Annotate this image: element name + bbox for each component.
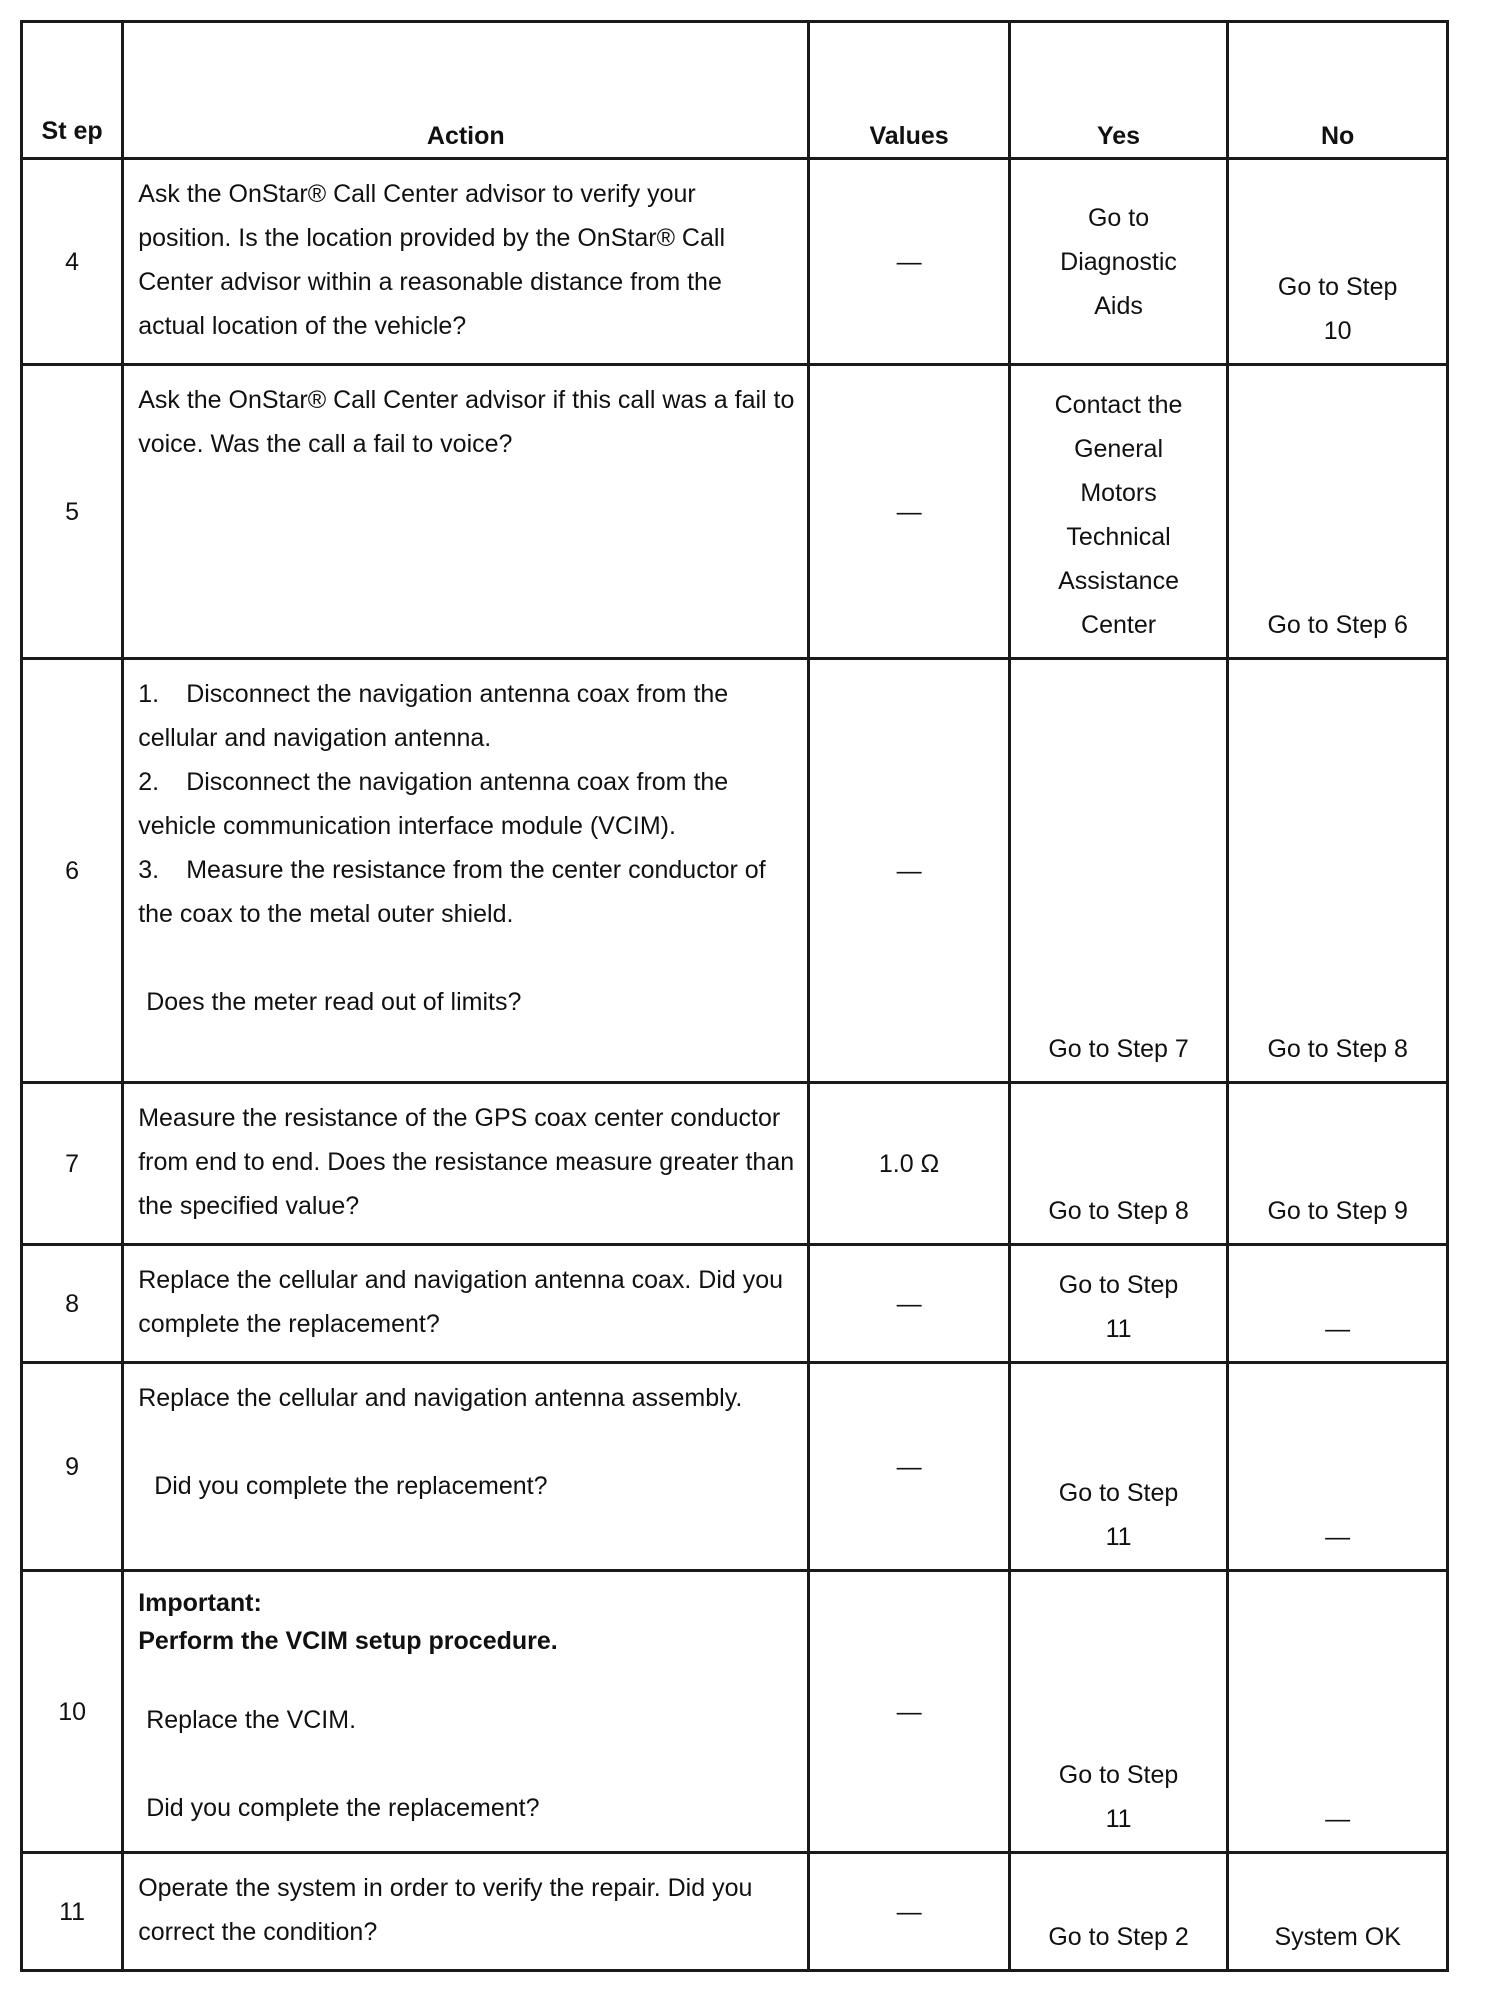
yes-cell: Go to Step 11	[1009, 1363, 1228, 1571]
step-number: 4	[22, 159, 123, 365]
no-cell: —	[1228, 1571, 1448, 1853]
step-number: 11	[22, 1853, 123, 1971]
yes-cell: Go to Step 7	[1009, 659, 1228, 1083]
step-number: 5	[22, 365, 123, 659]
list-text: Disconnect the navigation antenna coax from the cellular and navigation antenna.	[138, 680, 729, 752]
important-label: Important:	[138, 1589, 262, 1617]
no-cell: —	[1228, 1363, 1448, 1571]
yes-cell: Go to Step 11	[1009, 1245, 1228, 1363]
table-row	[22, 1571, 1448, 1853]
step-number: 10	[22, 1571, 123, 1853]
action-cell	[123, 659, 809, 1083]
question-text: Did you complete the replacement?	[146, 1794, 540, 1822]
action-text: Ask the OnStar® Call Center advisor if this call was a fail to voice. Was the call a fail to voice?	[123, 365, 809, 659]
list-text: Measure the resistance from the center conductor of the coax to the metal outer shield.	[138, 856, 766, 928]
action-text: Ask the OnStar® Call Center advisor to verify your position. Is the location provided by the OnStar® Call Center advisor within a reasonable distance from the actual location of the vehicle?	[123, 159, 809, 365]
table-row	[22, 1083, 1448, 1245]
values-cell: —	[809, 1363, 1009, 1571]
no-cell: Go to Step 10	[1228, 159, 1448, 365]
no-cell: System OK	[1228, 1853, 1448, 1971]
values-cell: —	[809, 1853, 1009, 1971]
action-cell	[123, 1363, 809, 1571]
question-text: Did you complete the replacement?	[154, 1472, 548, 1500]
header-no: No	[1228, 22, 1448, 159]
no-cell: Go to Step 6	[1228, 365, 1448, 659]
yes-cell: Go to Diagnostic Aids	[1009, 159, 1228, 365]
table-row	[22, 1363, 1448, 1571]
values-cell: —	[809, 159, 1009, 365]
values-cell: —	[809, 1571, 1009, 1853]
list-item	[138, 848, 795, 936]
action-text: Measure the resistance of the GPS coax center conductor from end to end. Does the resistance measure greater than the specified value?	[123, 1083, 809, 1245]
list-number: 3.	[138, 856, 160, 884]
list-item	[138, 760, 795, 848]
step-number: 7	[22, 1083, 123, 1245]
step-number: 6	[22, 659, 123, 1083]
values-cell: —	[809, 365, 1009, 659]
header-values: Values	[809, 22, 1009, 159]
list-text: Disconnect the navigation antenna coax from the vehicle communication interface module (VCIM).	[138, 768, 729, 840]
values-cell: —	[809, 1245, 1009, 1363]
yes-cell: Go to Step 2	[1009, 1853, 1228, 1971]
step-number: 9	[22, 1363, 123, 1571]
important-text: Perform the VCIM setup procedure.	[138, 1627, 558, 1655]
no-cell: Go to Step 9	[1228, 1083, 1448, 1245]
step-number: 8	[22, 1245, 123, 1363]
header-yes: Yes	[1009, 22, 1228, 159]
table-row	[22, 1245, 1448, 1363]
header-row	[22, 22, 1448, 159]
header-action: Action	[123, 22, 809, 159]
list-number: 1.	[138, 680, 160, 708]
no-cell: Go to Step 8	[1228, 659, 1448, 1083]
list-item	[138, 672, 795, 760]
table-row	[22, 365, 1448, 659]
header-step: St ep	[22, 22, 123, 159]
list-number: 2.	[138, 768, 160, 796]
action-cell	[123, 1571, 809, 1853]
action-text: Replace the VCIM.	[146, 1706, 357, 1734]
action-text: Replace the cellular and navigation antenna coax. Did you complete the replacement?	[123, 1245, 809, 1363]
action-text: Operate the system in order to verify the repair. Did you correct the condition?	[123, 1853, 809, 1971]
question-text: Does the meter read out of limits?	[146, 988, 522, 1016]
action-text: Replace the cellular and navigation antenna assembly.	[138, 1384, 743, 1412]
diagnostic-table	[20, 20, 1449, 1972]
values-cell: —	[809, 659, 1009, 1083]
table-row	[22, 1853, 1448, 1971]
table-row	[22, 159, 1448, 365]
yes-cell: Go to Step 11	[1009, 1571, 1228, 1853]
yes-cell: Go to Step 8	[1009, 1083, 1228, 1245]
values-cell: 1.0 Ω	[809, 1083, 1009, 1245]
yes-cell: Contact the General Motors Technical Assistance Center	[1009, 365, 1228, 659]
no-cell: —	[1228, 1245, 1448, 1363]
table-row	[22, 659, 1448, 1083]
